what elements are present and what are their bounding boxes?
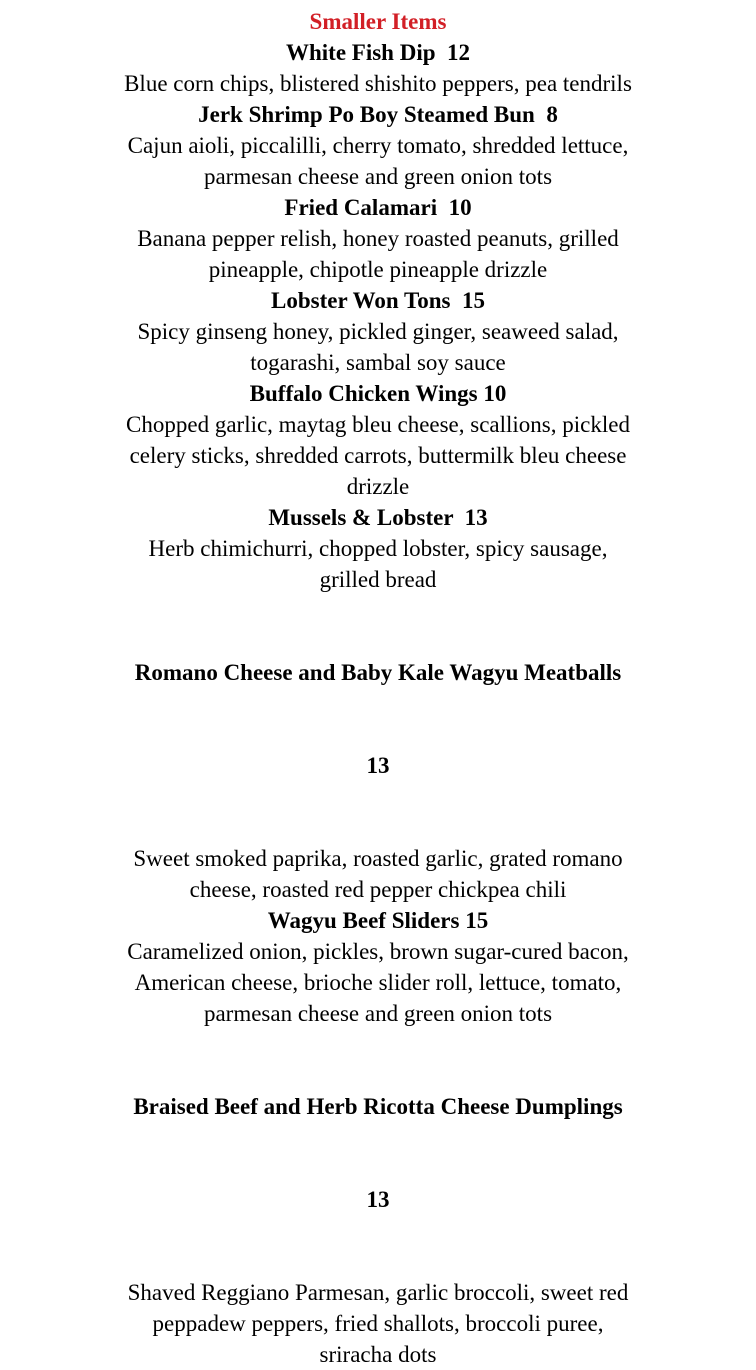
item-description [0, 533, 756, 595]
item-name: Wagyu Beef Sliders 15 [267, 908, 489, 933]
desc-line: grilled bread [319, 567, 437, 592]
desc-line: peppadew peppers, fried shallots, broccoli puree, [152, 1311, 604, 1336]
desc-line: Caramelized onion, pickles, brown sugar-cured bacon, [127, 939, 629, 964]
desc-line: Banana pepper relish, honey roasted peanuts, grilled [137, 226, 619, 251]
item-price: 13 [366, 753, 390, 778]
item-description [0, 223, 756, 285]
item-name: Jerk Shrimp Po Boy Steamed Bun 8 [198, 102, 558, 127]
menu-item-mussels-lobster [0, 502, 756, 595]
desc-line: American cheese, brioche slider roll, lettuce, tomato, [134, 970, 622, 995]
item-name: Fried Calamari 10 [284, 195, 472, 220]
item-description [0, 1277, 756, 1370]
item-description [0, 843, 756, 905]
menu-item-lobster-won-tons [0, 285, 756, 378]
desc-line: parmesan cheese and green onion tots [203, 1001, 553, 1026]
item-name-line: Romano Cheese and Baby Kale Wagyu Meatballs [134, 660, 622, 685]
item-name-line: Braised Beef and Herb Ricotta Cheese Dumplings [133, 1094, 623, 1119]
menu-item-jerk-shrimp-po-boy [0, 99, 756, 192]
menu-item-wagyu-beef-sliders [0, 905, 756, 1029]
desc-line: cheese, roasted red pepper chickpea chili [189, 877, 567, 902]
desc-line: Spicy ginseng honey, pickled ginger, seaweed salad, [137, 319, 619, 344]
desc-line: sriracha dots [319, 1342, 437, 1367]
desc-line: pineapple, chipotle pineapple drizzle [208, 257, 548, 282]
desc-line: Blue corn chips, blistered shishito peppers, pea tendrils [124, 71, 632, 96]
desc-line: togarashi, sambal soy sauce [250, 350, 506, 375]
menu-item-fried-calamari [0, 192, 756, 285]
item-description [0, 130, 756, 192]
desc-line: drizzle [346, 474, 410, 499]
desc-line: Sweet smoked paprika, roasted garlic, grated romano [133, 846, 623, 871]
menu-item-wagyu-meatballs [0, 595, 756, 905]
desc-line: Herb chimichurri, chopped lobster, spicy sausage, [148, 536, 608, 561]
item-description [0, 409, 756, 502]
item-name: White Fish Dip 12 [285, 40, 471, 65]
item-description [0, 316, 756, 378]
section-title: Smaller Items [309, 9, 447, 34]
item-name: Mussels & Lobster 13 [268, 505, 488, 530]
item-description [0, 68, 756, 99]
item-name: Lobster Won Tons 15 [271, 288, 485, 313]
item-name: Buffalo Chicken Wings 10 [249, 381, 507, 406]
desc-line: parmesan cheese and green onion tots [203, 164, 553, 189]
desc-line: Cajun aioli, piccalilli, cherry tomato, shredded lettuce, [127, 133, 629, 158]
item-name [0, 1029, 756, 1277]
item-price: 13 [366, 1187, 390, 1212]
menu-item-buffalo-chicken-wings [0, 378, 756, 502]
desc-line: celery sticks, shredded carrots, buttermilk bleu cheese [129, 443, 627, 468]
menu-item-white-fish-dip [0, 37, 756, 99]
menu-item-beef-ricotta-dumplings [0, 1029, 756, 1370]
desc-line: Chopped garlic, maytag bleu cheese, scallions, pickled [126, 412, 630, 437]
item-description [0, 936, 756, 1029]
item-name [0, 595, 756, 843]
desc-line: Shaved Reggiano Parmesan, garlic broccoli, sweet red [127, 1280, 629, 1305]
